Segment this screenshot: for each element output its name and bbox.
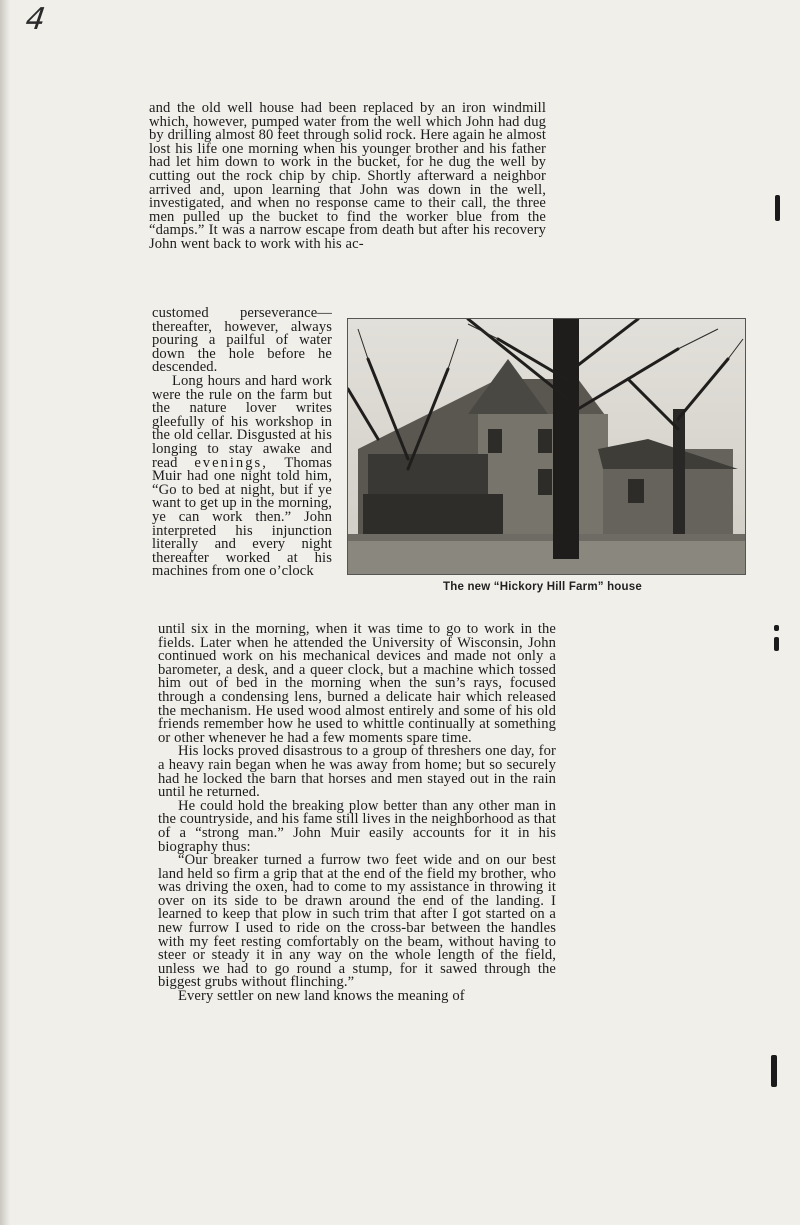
paragraph-quote: “Our breaker turned a furrow two feet wide and on our best land held so firm a grip that at the end of the field my brother, who was driving the oxen, had to come to my assistance in throwing it over on its side to be drawn around the end of the landing. I learned to keep that plow in such trim that after I got started on a new furrow I used to ride on the cross-bar between the handles with my feet resting comfortably on the beam, without having to steer or steady it in any way on the whole length of the field, unless we had to go round a stump, for it sawed through the biggest grubs without flinching.” (158, 852, 556, 991)
workshop-text-a: Long hours and hard work were the rule on the farm but the nature lover writes gleefully of his workshop in the old cellar. Disgusted at his longing to stay awake and read (152, 372, 332, 471)
paragraph-well: and the old well house had been replaced by an iron windmill which, however, pumped water from the well which John had dug by drilling almost 80 feet through solid rock. Here again he almost lost his life one morning when his younger brother and his father had let him down to work in the bucket, for he dug the well by cutting out the rock chip by chip. Shortly afterward a neighbor arrived and, upon learning that John was down in the well, investigated, and when no response came to their call, the three men pulled up the bucket to find the worker blue from the “damps.” It was a narrow escape from death but after his recovery John went back to work with his ac- (149, 100, 546, 252)
farmhouse-illustration (348, 319, 745, 574)
photo-caption: The new “Hickory Hill Farm” house (443, 581, 642, 593)
paragraph-workshop (152, 372, 332, 580)
workshop-text-b: Thomas Muir had one night told him, “Go to bed at night, but if ye want to get up in the morning, ye can work then.” John interpreted his injunction literally and every night thereafter worked at his machines from one o’clock (152, 454, 332, 580)
binding-mark (771, 1055, 777, 1087)
page-edge-shadow (0, 0, 10, 1225)
emphasis-evenings: evenings, (194, 454, 268, 471)
paragraph-locks: His locks proved disastrous to a group of threshers one day, for a heavy rain began when he was away from home; but so securely had he locked the barn that horses and men stayed out in the rain until he returned. (158, 743, 556, 801)
paragraph-well-continued: customed perseverance—thereafter, however, always pouring a pailful of water down the hole before he descended. (152, 305, 332, 376)
farmhouse-photo (347, 318, 746, 575)
article-text-top (149, 102, 546, 252)
article-text-left-column (152, 307, 332, 579)
binding-mark (774, 637, 779, 651)
binding-mark (774, 625, 779, 631)
page-number: 4 (23, 2, 48, 37)
paragraph-workshop-continued: until six in the morning, when it was time to go to work in the fields. Later when he attended the University of Wisconsin, John continued work on his mechanical devices and made not only a barometer, a desk, and a queer clock, but a machine which tossed him out of bed in the morning when the sun’s rays, focused through a condensing lens, burned a delicate hair which released the mechanism. He used wood almost entirely and some of his old friends remember how he used to whittle continually at something or other whenever he had a few moments spare time. (158, 621, 556, 746)
paragraph-plow: He could hold the breaking plow better than any other man in the countryside, and his fame still lives in the neighborhood as that of a “strong man.” John Muir easily accounts for it in his biography thus: (158, 797, 556, 855)
binding-mark (775, 195, 780, 221)
paragraph-settler: Every settler on new land knows the meaning of (178, 988, 465, 1005)
article-text-bottom (158, 623, 556, 1004)
